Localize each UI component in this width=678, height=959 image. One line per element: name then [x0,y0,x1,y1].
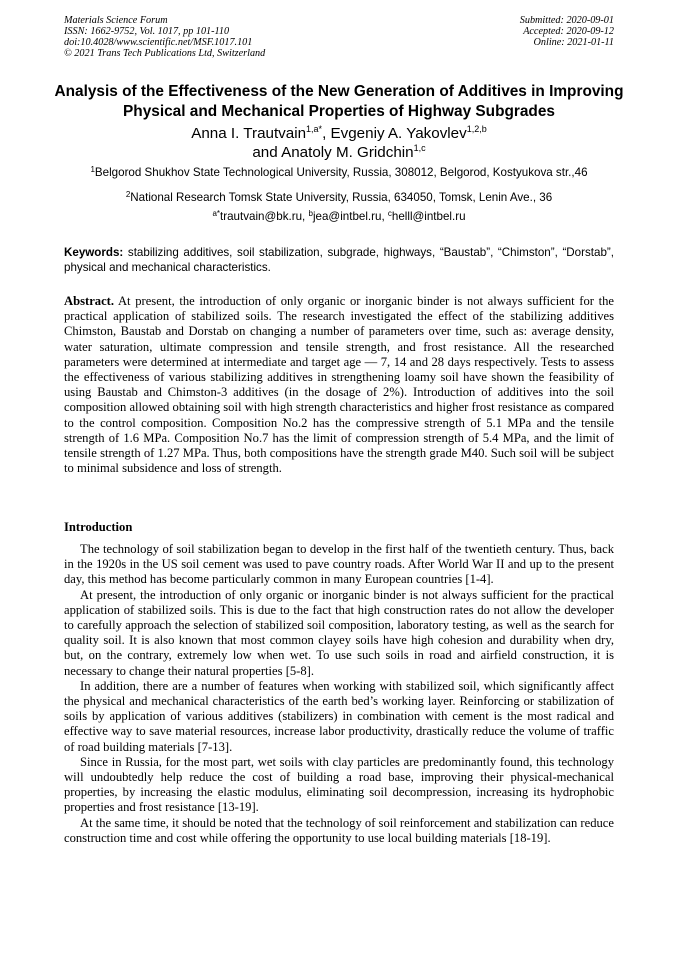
abstract-text: At present, the introduction of only organic or inorganic binder is not always sufficient for the practical application of stabilized soils. The research investigated the effect of the stabilizing additives Chimston, Baustab and Dorstab on changing a number of parameters over time, such as: average density, water saturation, ultimate compression and tensile strength, and frost resistance. All the researched parameters were determined at intermediate and target age — 7, 14 and 28 days respectively. Tests to assess the effectiveness of various stabilizing additives in strengthening loamy soil have shown the feasibility of using Baustab and Chimston-3 additives (in the dosage of 2%). Introduction of additives into the soil composition allowed obtaining soil with high strength characteristics and higher frost resistance as compared to the control composition. Composition No.2 has the compressive strength of 5.1 MPa and the tensile strength of 1.6 MPa. Composition No.7 has the limit of compression strength of 5.4 MPa, and the limit of tensile strength of 1.27 MPa. Thus, both compositions have the strength grade M40. Such soil will be subject to minimal subsidence and loss of strength. [64,294,614,476]
paragraph: Since in Russia, for the most part, wet soils with clay particles are predominantly found, this technology will undoubtedly help reduce the cost of building a road base, improving their physical-mechanical properties, by increasing the elastic modulus, eliminating soil decompression, increasing its hydrophobic properties and frost resistance [13-19]. [64,754,614,815]
dates-header [520,15,614,48]
email-link[interactable]: jea@intbel.ru, [312,210,388,223]
abstract-label: Abstract. [64,294,115,308]
email-link[interactable]: trautvain@bk.ru, [220,210,309,223]
affiliation-mark: 1 [90,165,95,174]
email-mark: a* [212,209,221,218]
author-emails [40,210,638,224]
email-mark: c [387,209,392,218]
journal-copyright: © 2021 Trans Tech Publications Ltd, Switzerland [64,48,266,59]
author-affiliation-mark: 1,a* [306,124,323,134]
accepted-date: Accepted: 2020-09-12 [523,26,614,37]
paragraph: In addition, there are a number of features when working with stabilized soil, which significantly affect the physical and mechanical characteristics of the earth bed’s working layer. Reinforcing or stabilization of soils by application of various additives (stabilizers) in combination with cement is the most radical and effective way to save material resources, increase labor productivity, drastically reduce the volume of traffic of road building materials [7-13]. [64,678,614,754]
online-date: Online: 2021-01-11 [533,37,614,48]
affiliation [40,166,638,180]
affiliation [40,191,638,205]
author-affiliation-mark: 1,c [413,143,426,153]
author-name: Anna I. Trautvain [191,125,307,142]
paragraph: At present, the introduction of only organic or inorganic binder is not always sufficient for the practical application of stabilized soils. This is due to the fact that high construction rates do not allow the developer to carefully approach the selection of stabilized soil composition, laboratory testing, as well as the search for quality soil. It is also known that most common clayey soils have high cohesion and durability when dry, but, on the contrary, extremely low when wet. To use such soils in road and airfield construction, it is necessary to change their natural properties [5-8]. [64,587,614,678]
affiliation-text: National Research Tomsk State University, Russia, 634050, Tomsk, Lenin Ave., 36 [130,191,553,204]
keywords [64,245,614,275]
author-list [40,124,638,162]
author-affiliation-mark: 1,2,b [466,124,487,134]
paper-title: Analysis of the Effectiveness of the New Generation of Additives in Improving Physical and Mechanical Properties of Highway Subgrades [54,83,624,120]
introduction-body [64,542,614,846]
affiliation-mark: 2 [125,190,131,199]
keywords-text: stabilizing additives, soil stabilization, subgrade, highways, “Baustab”, “Chimston”, “Dorstab”, physical and mechanical characteristics. [64,246,614,274]
abstract [64,294,614,476]
paragraph: At the same time, it should be noted that the technology of soil reinforcement and stabilization can reduce construction time and cost while offering the opportunity to use local building materials [18-19]. [64,815,614,845]
affiliation-text: Belgorod Shukhov State Technological University, Russia, 308012, Belgorod, Kostyukova str.,46 [94,166,588,179]
author-name: Anatoly M. Gridchin [281,144,414,161]
journal-header [64,15,265,59]
section-heading-introduction: Introduction [64,520,133,534]
paragraph: The technology of soil stabilization began to develop in the first half of the twentieth century. Thus, back in the 1920s in the US soil cement was used to pave country roads. After World War II and up to the present day, this method has become particularly common in many European countries [1-4]. [64,542,614,587]
journal-name: Materials Science Forum [64,15,168,26]
submitted-date: Submitted: 2020-09-01 [519,15,614,26]
keywords-label: Keywords: [64,246,124,259]
journal-issn: ISSN: 1662-9752, Vol. 1017, pp 101-110 [64,26,230,37]
author-conjunction: and [252,144,282,161]
author-separator: , [322,125,331,142]
author-name: Evgeniy A. Yakovlev [330,125,467,142]
journal-doi: doi:10.4028/www.scientific.net/MSF.1017.101 [64,37,253,48]
email-mark: b [308,209,313,218]
email-link[interactable]: helll@intbel.ru [391,210,466,223]
